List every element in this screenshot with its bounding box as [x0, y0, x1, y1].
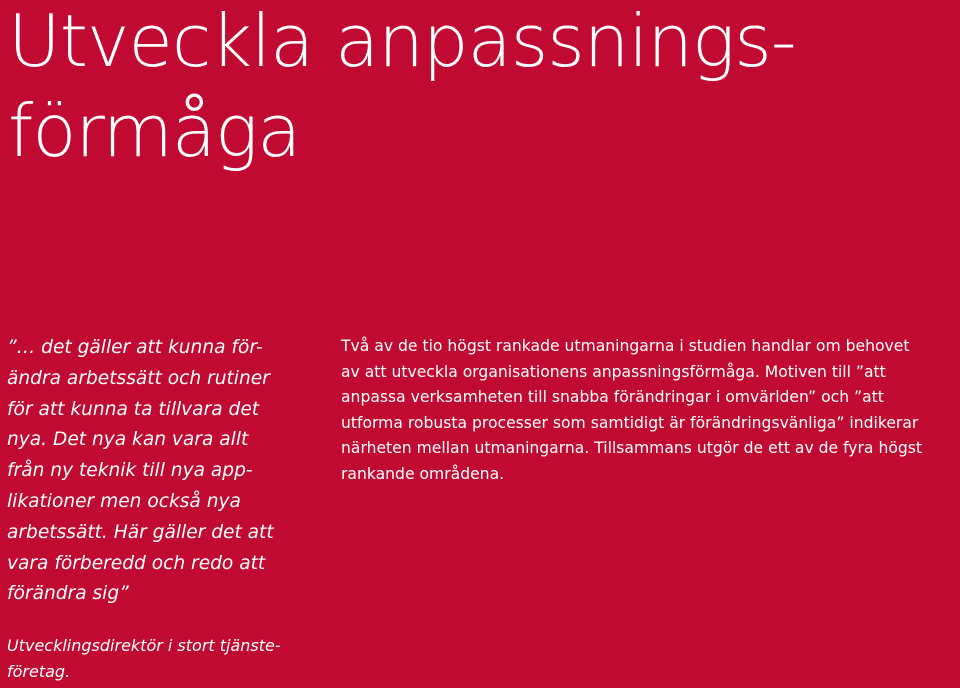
title-line: Utveckla anpassnings-: [8, 0, 796, 83]
quote-line: likationer men också nya: [7, 490, 241, 512]
body-paragraph: [341, 334, 951, 488]
quote-line: arbetssätt. Här gäller det att: [7, 521, 274, 543]
body-line: Två av de tio högst rankade utmaningarna i studien handlar om behovet: [341, 337, 910, 355]
body-line: utforma robusta processer som samtidigt är förändringsvänliga” indikerar: [341, 413, 919, 432]
body-line: av att utveckla organisationens anpassningsförmåga. Motiven till ”att: [341, 362, 886, 381]
attribution-line: företag.: [7, 661, 71, 681]
body-line: anpassa verksamheten till snabba förändringar i omvärlden” och ”att: [341, 388, 884, 407]
quote-line: ”… det gäller att kunna för-: [7, 337, 263, 358]
page-title: [8, 0, 948, 176]
quote-line: från ny teknik till nya app-: [7, 460, 253, 482]
body-line: rankande områdena.: [341, 464, 505, 483]
attribution-line: Utvecklingsdirektör i stort tjänste-: [7, 636, 281, 655]
quote-line: ändra arbetssätt och rutiner: [7, 367, 270, 389]
quote-line: förändra sig”: [7, 583, 129, 605]
quote-line: för att kunna ta tillvara det: [7, 398, 260, 420]
quote-line: vara förberedd och redo att: [7, 552, 266, 574]
quote-attribution: [7, 633, 279, 684]
title-line: förmåga: [8, 89, 301, 173]
body-line: närheten mellan utmaningarna. Tillsammans utgör de ett av de fyra högst: [341, 439, 923, 458]
pull-quote: [7, 333, 279, 610]
quote-line: nya. Det nya kan vara allt: [7, 429, 249, 451]
